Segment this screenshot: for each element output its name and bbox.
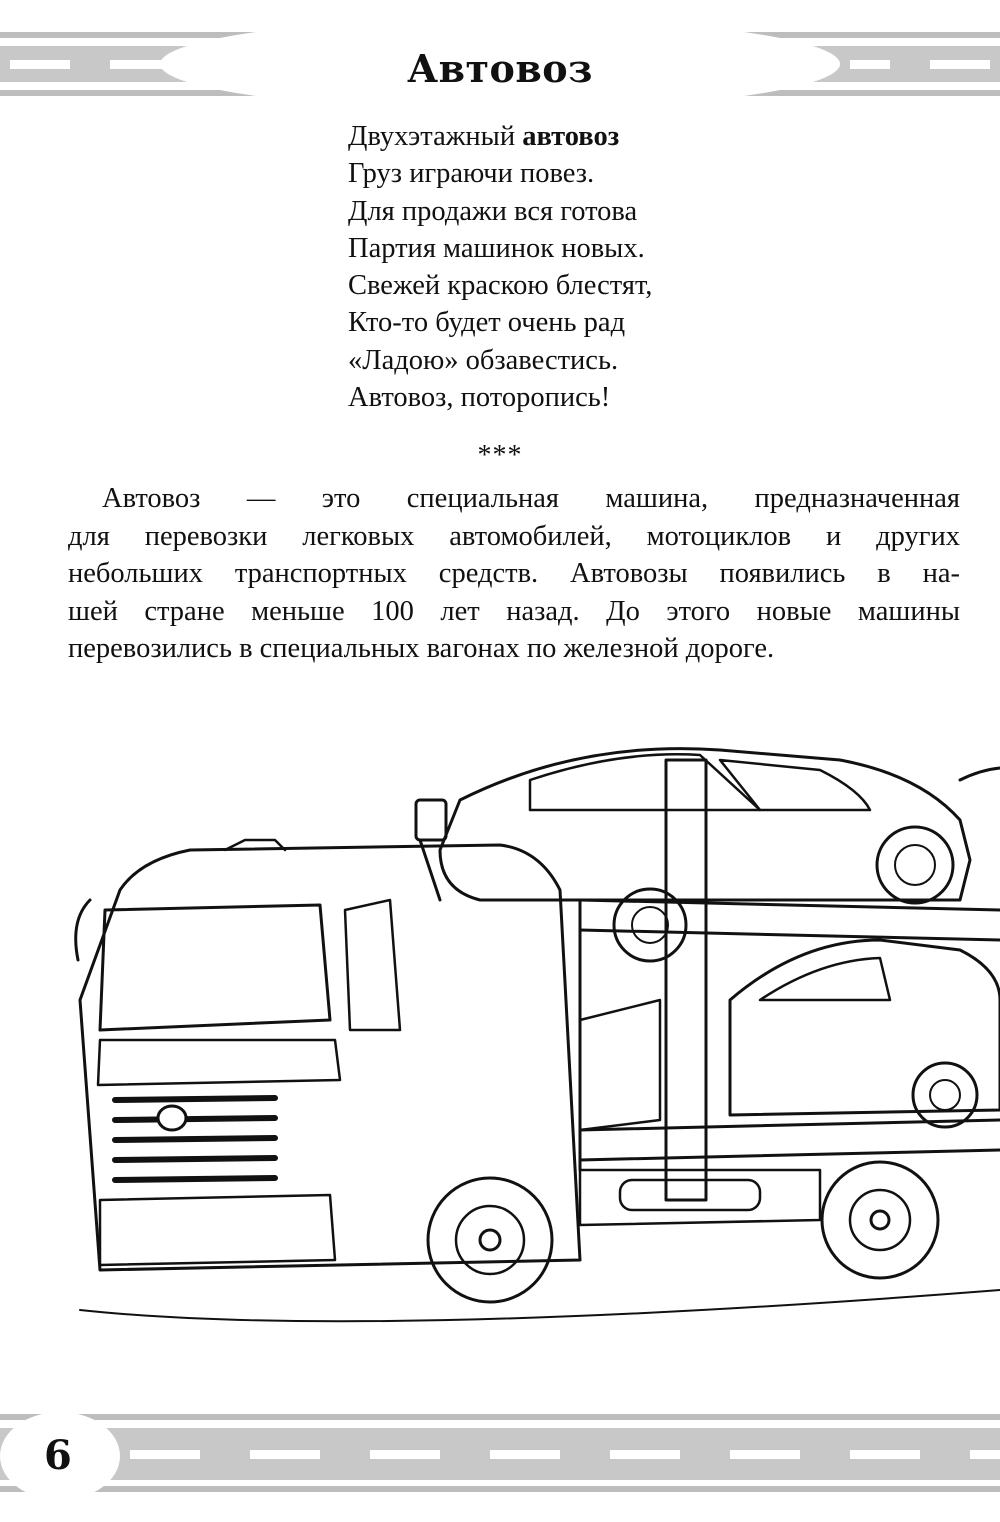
paragraph-line: перевозились в специальных вагонах по железной дороге. — [68, 633, 775, 665]
poem-line: Свежей краскою блестят, — [348, 270, 653, 302]
poem-line: Партия машинок новых. — [348, 232, 645, 264]
car-transporter-illustration — [60, 700, 1000, 1360]
poem — [348, 118, 908, 416]
poem-line: Автовоз, поторопись! — [348, 382, 611, 414]
paragraph-line: шей стране меньше 100 лет назад. До этого новые машины — [68, 595, 960, 627]
poem-line: «Ладою» обзавестись. — [348, 344, 619, 376]
transporter-frame — [580, 760, 1000, 1200]
section-separator: *** — [477, 440, 523, 471]
paragraph-line: небольших транспортных средств. Автовозы появились в на- — [68, 558, 960, 590]
poem-line: Двухэтажный автовоз — [348, 121, 620, 152]
paragraph-line: для перевозки легковых автомобилей, мотоциклов и других — [68, 520, 960, 552]
poem-bold-word: автовоз — [522, 121, 620, 152]
poem-line: Груз играючи повез. — [348, 158, 595, 190]
lower-car-drawing — [580, 940, 1000, 1130]
footer-road-band — [0, 1410, 1000, 1502]
poem-line: Для продажи вся готова — [348, 195, 638, 227]
paragraph-line: Автовоз — это специальная машина, предназначенная — [102, 483, 960, 514]
truck-wheels-drawing — [428, 1162, 938, 1302]
truck-cab-drawing — [76, 800, 580, 1270]
description-paragraph — [68, 480, 960, 668]
page-number: 6 — [44, 1432, 72, 1479]
page-title: Автовоз — [407, 46, 593, 91]
poem-line: Кто-то будет очень рад — [348, 307, 626, 339]
